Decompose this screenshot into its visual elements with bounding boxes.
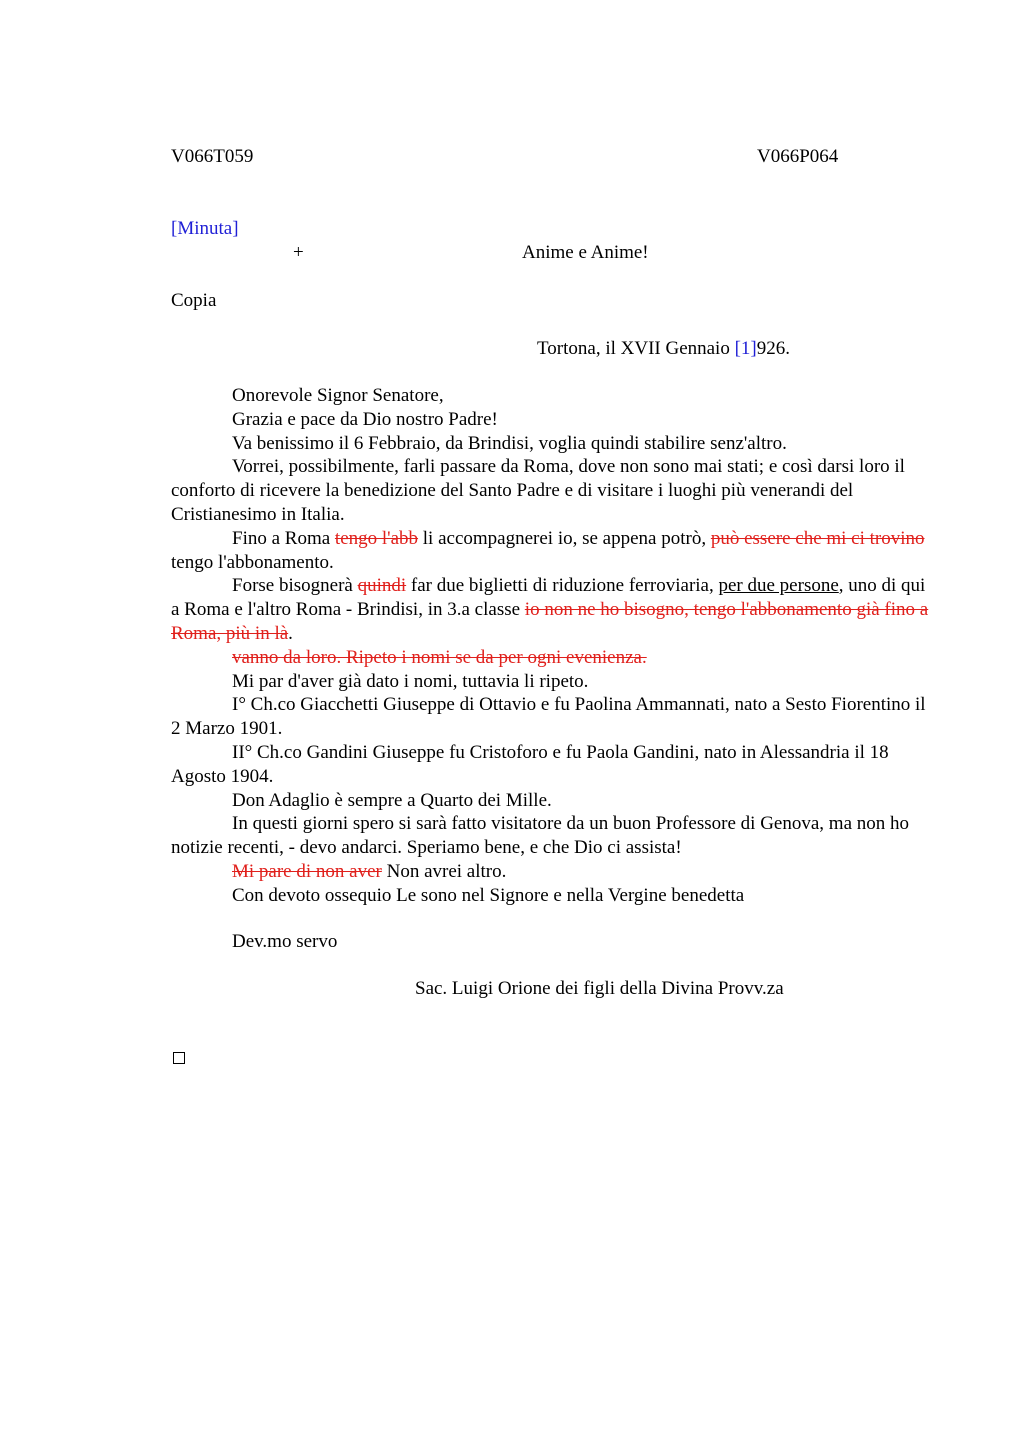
paragraph-7: I° Ch.co Giacchetti Giuseppe di Ottavio e fu Paolina Ammannati, nato a Sesto Fiorentino il 2 Marzo 1901. <box>171 694 926 740</box>
paragraph-10: In questi giorni spero si sarà fatto visitatore da un buon Professore di Genova, ma non ho notizie recenti, - devo andarci. Speriamo bene, e che Dio ci assista! <box>171 813 909 859</box>
paragraph-4-text-c: , uno di qui a Roma e l'altro Roma - Brindisi, in 3.a classe <box>171 575 926 621</box>
paragraph-9: Don Adaglio è sempre a Quarto dei Mille. <box>232 789 552 811</box>
deleted-text: Mi pare di non aver <box>232 860 382 882</box>
deleted-text: io non ne ho bisogno, tengo l'abbonamento già fino a Roma, più in là <box>171 599 929 644</box>
paragraph-11 <box>171 860 931 884</box>
paragraph-3-text-a: Fino a Roma <box>232 527 335 549</box>
paragraph-4-text-a: Forse bisognerà <box>232 575 358 597</box>
date-editorial-bracket: [1] <box>734 338 757 359</box>
date-prefix: Tortona, il XVII Gennaio <box>537 338 735 359</box>
paragraph-2: Vorrei, possibilmente, farli passare da Roma, dove non sono mai stati; e così darsi loro il conforto di ricevere la benedizione del Santo Padre e di visitare i luoghi più venerandi del Cristianesimo in Italia. <box>171 456 905 525</box>
greeting: Grazia e pace da Dio nostro Padre! <box>232 408 498 430</box>
deleted-text: quindi <box>357 575 407 597</box>
square-box-icon <box>173 1052 185 1064</box>
paragraph-4-text-b: far due biglietti di riduzione ferroviaria, <box>406 575 719 597</box>
paragraph-3 <box>171 527 931 575</box>
cross-mark: + <box>293 242 304 263</box>
reference-code-right: V066P064 <box>757 146 839 167</box>
paragraph-4 <box>171 574 931 645</box>
minuta-label: [Minuta] <box>171 218 239 239</box>
paragraph-5 <box>171 646 931 670</box>
paragraph-6: Mi par d'aver già dato i nomi, tuttavia li ripeto. <box>232 670 589 692</box>
salutation: Onorevole Signor Senatore, <box>232 385 444 406</box>
underlined-text: per due persone <box>718 575 839 597</box>
date-suffix: 926. <box>756 338 790 359</box>
paragraph-1: Va benissimo il 6 Febbraio, da Brindisi, voglia quindi stabilire senz'altro. <box>232 432 787 454</box>
date-line <box>537 337 790 361</box>
copia-label: Copia <box>171 290 217 311</box>
reference-code-left: V066T059 <box>171 146 254 167</box>
paragraph-3-text-c: tengo l'abbonamento. <box>171 551 334 573</box>
paragraph-3-text-b: li accompagnerei io, se appena potrò, <box>418 527 711 549</box>
deleted-text: tengo l'abb <box>334 527 419 549</box>
paragraph-11-text: Non avrei altro. <box>381 860 507 882</box>
deleted-text: vanno da loro. Ripeto i nomi se da per ogni evenienza. <box>232 646 647 668</box>
signature: Sac. Luigi Orione dei figli della Divina Provv.za <box>415 978 784 999</box>
paragraph-8: II° Ch.co Gandini Giuseppe fu Cristoforo e fu Paola Gandini, nato in Alessandria il 18 Agosto 1904. <box>171 741 889 787</box>
paragraph-4-text-d: . <box>288 622 293 644</box>
closing-formula: Dev.mo servo <box>232 931 338 952</box>
deleted-text: può essere che mi ci trovino <box>710 527 925 549</box>
paragraph-12: Con devoto ossequio Le sono nel Signore e nella Vergine benedetta <box>232 884 745 906</box>
letter-body <box>171 384 931 908</box>
motto-heading: Anime e Anime! <box>522 242 649 263</box>
